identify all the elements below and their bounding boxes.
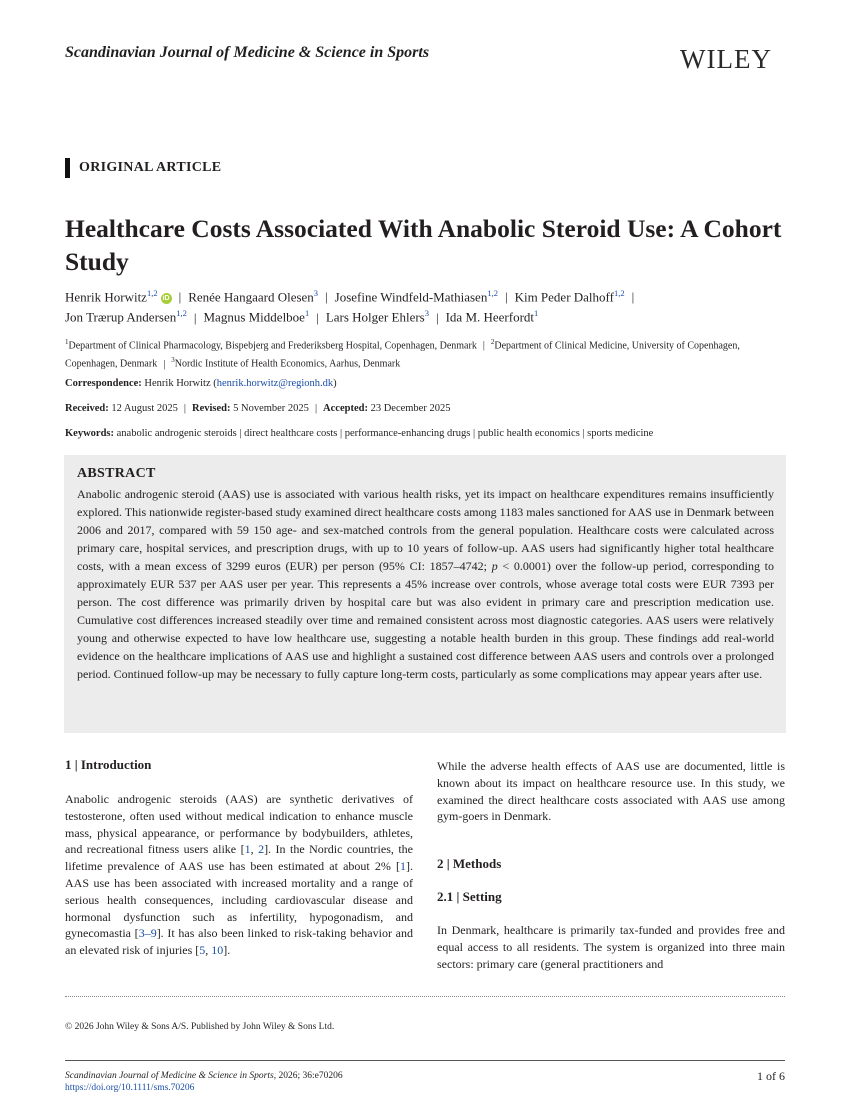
author-name[interactable]: Ida M. Heerfordt bbox=[445, 309, 535, 325]
citation-link[interactable]: 3–9 bbox=[138, 926, 157, 941]
introduction-paragraph: Anabolic androgenic steroids (AAS) are synthetic derivatives of testosterone, often used without medical indication to enhance muscle mass, physical appearance, or performance by bodybuilders, athletes, and recreational fitness users alike [1, 2]. In the Nordic countries, the lifetime prevalence of AAS use has been estimated at about 2% [1]. AAS use has been associated with increased mortality and a range of serious health consequences, including cardiovascular disease and hormonal dysfunction such as infertility, hypogonadism, and gynecomastia [3–9]. It has also been linked to risk-taking behavior and an elevated risk of injuries [5, 10]. bbox=[65, 792, 414, 958]
affiliation: Nordic Institute of Health Economics, Aarhus, Denmark bbox=[174, 358, 401, 370]
author-affiliation-number[interactable]: 1,2 bbox=[146, 288, 158, 298]
section-heading-setting: 2.1 | Setting bbox=[437, 889, 502, 904]
author-affiliation-number[interactable]: 1,2 bbox=[487, 288, 498, 298]
keywords: Keywords: anabolic androgenic steroids | direct healthcare costs | performance-enhancing drugs | public health economics | sports medicine bbox=[65, 428, 654, 439]
doi-link[interactable]: https://doi.org/10.1111/sms.70206 bbox=[65, 1083, 195, 1093]
footnote-divider bbox=[65, 996, 785, 997]
author-name[interactable]: Henrik Horwitz bbox=[65, 289, 147, 305]
affiliations: $^1$Department of Clinical Pharmacology, Bispebjerg and Frederiksberg Hospital, Copenhagen, Denmark | $^2$Department of Clinical Medicine, University of Copenhagen, Copenhagen, Denmark | $^3$Nordic Institute of Health Economics, Aarhus, Denmark bbox=[65, 338, 740, 370]
article-type-marker bbox=[65, 158, 70, 178]
citation-link[interactable]: 1 bbox=[244, 842, 251, 857]
article-dates: Received: 12 August 2025 | Revised: 5 November 2025 | Accepted: 23 December 2025 bbox=[65, 403, 451, 414]
citation-link[interactable]: 5 bbox=[199, 943, 206, 958]
page-number: 1 of 6 bbox=[757, 1069, 785, 1083]
author-name[interactable]: Lars Holger Ehlers bbox=[325, 309, 425, 325]
author-affiliation-number[interactable]: 1 bbox=[534, 308, 539, 319]
abstract-text: Anabolic androgenic steroid (AAS) use is associated with various health risks, yet its impact on healthcare expenditures remains insufficiently explored. This nationwide register-based study examined direct healthcare costs among 1183 males sanctioned for AAS use in Denmark between 2006 and 2017, compared with 59 150 age- and sex-matched controls from the general population. Healthcare costs were calculated across primary care, hospital services, and prescription drugs, with up to 10 years of follow-up. AAS users had significantly higher total healthcare costs, with a mean excess of 3299 euros (EUR) per person (95% CI: 1857–4742; p < 0.0001) over the follow-up period, corresponding to approximately EUR 537 per AAS user per year. This represents a 45% increase over controls, whose average total costs were EUR 7393 per person. The cost difference was primarily driven by hospital care but was also evident in primary care and prescription medication use. Cumulative cost differences increased steadily over time and remained consistent across most diagnostic categories. AAS users were relatively young and otherwise expected to have low healthcare use, suggesting a notable health burden in this group. These findings add real-world evidence on the healthcare implications of AAS use and highlight a sustained cost difference between AAS users and controls over a prolonged period. Continued follow-up may be necessary to fully capture long-term costs, particularly as some complications may appear years after use. bbox=[77, 487, 774, 681]
journal-name-header: Scandinavian Journal of Medicine & Science in Sports bbox=[65, 44, 430, 61]
copyright-notice: © 2026 John Wiley & Sons A/S. Published by John Wiley & Sons Ltd. bbox=[65, 1022, 335, 1032]
affiliation: Department of Clinical Medicine, University of Copenhagen, Copenhagen, Denmark bbox=[65, 340, 740, 370]
setting-paragraph: In Denmark, healthcare is primarily tax-funded and provides free and equal access to all residents. The system is organized into three main sectors: primary care (general practitioners and bbox=[437, 923, 785, 971]
citation-link[interactable]: 10 bbox=[211, 943, 224, 958]
correspondence: Correspondence: Henrik Horwitz (henrik.horwitz@regionh.dk) bbox=[65, 378, 337, 389]
author-list: Henrik Horwitz$^{1,2}$iD | Renée Hangaard Olesen$^3$ | Josefine Windfeld-Mathiasen$^{1,2}$ | Kim Peder Dalhoff$^{1,2}$ | Jon Trærup Andersen$^{1,2}$ | Magnus Middelboe$^1$ | Lars Holger Ehlers$^3$ | Ida M. Heerfordt$^1$ bbox=[65, 288, 635, 325]
author-affiliation-number[interactable]: 1 bbox=[304, 308, 310, 319]
citation-link[interactable]: 1 bbox=[400, 859, 406, 874]
section-heading-introduction: 1 | Introduction bbox=[65, 757, 152, 772]
citation-link[interactable]: 2 bbox=[258, 842, 265, 857]
abstract-heading: ABSTRACT bbox=[77, 466, 156, 481]
footer-divider bbox=[65, 1060, 785, 1061]
author-affiliation-number[interactable]: 1,2 bbox=[613, 288, 625, 298]
introduction-paragraph: While the adverse health effects of AAS use are documented, little is known about its impact on healthcare resource use. In this study, we examined the direct healthcare costs associated with AAS use among gym-goers in Denmark. bbox=[437, 759, 785, 824]
author-affiliation-number[interactable]: 1,2 bbox=[176, 308, 187, 319]
email-link[interactable]: henrik.horwitz@regionh.dk bbox=[216, 378, 334, 389]
section-heading-methods: 2 | Methods bbox=[437, 856, 502, 871]
affiliation: Department of Clinical Pharmacology, Bispebjerg and Frederiksberg Hospital, Copenhagen, Denmark bbox=[68, 340, 477, 352]
author-name[interactable]: Magnus Middelboe bbox=[203, 309, 305, 325]
article-title: Healthcare Costs Associated With Anabolic Steroid Use: A Cohort Study bbox=[65, 214, 782, 276]
author-affiliation-number[interactable]: 3 bbox=[424, 308, 429, 319]
footer-citation: Scandinavian Journal of Medicine & Science in Sports, 2026; 36:e70206 bbox=[65, 1071, 343, 1081]
article-type: ORIGINAL ARTICLE bbox=[79, 160, 222, 175]
author-name[interactable]: Renée Hangaard Olesen bbox=[188, 289, 314, 305]
author-name[interactable]: Josefine Windfeld-Mathiasen bbox=[334, 289, 488, 305]
author-name[interactable]: Kim Peder Dalhoff bbox=[514, 289, 614, 305]
publisher-logo[interactable]: WILEY bbox=[680, 44, 772, 74]
author-name[interactable]: Jon Trærup Andersen bbox=[65, 309, 177, 325]
orcid-icon[interactable]: iD bbox=[162, 295, 170, 303]
author-affiliation-number[interactable]: 3 bbox=[313, 288, 319, 298]
